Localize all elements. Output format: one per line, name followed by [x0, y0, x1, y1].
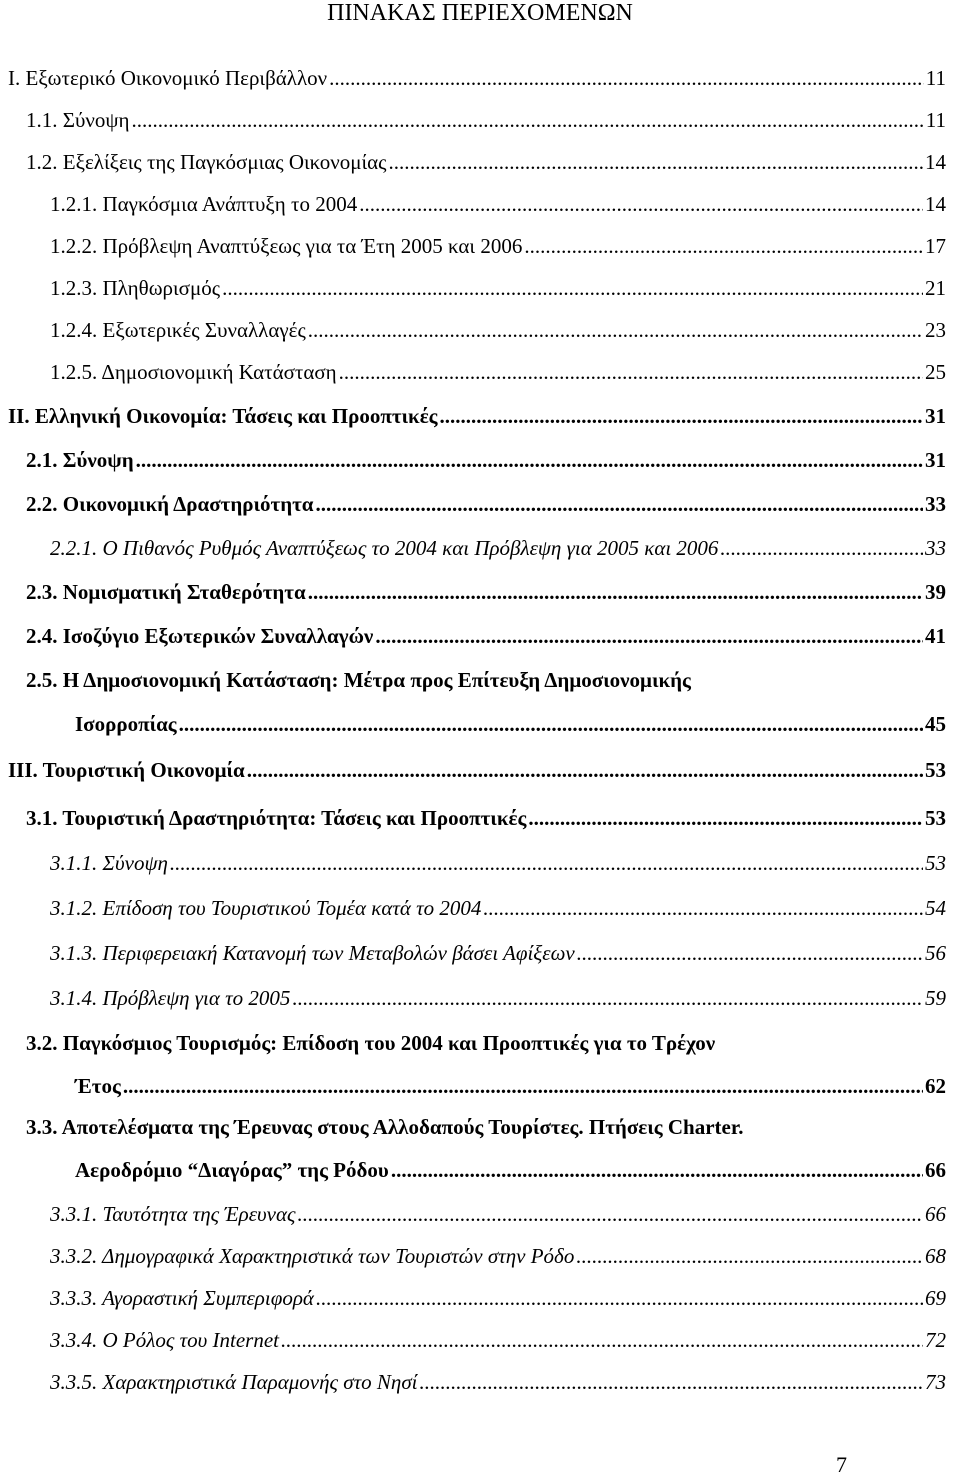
toc-entry-part-3[interactable] — [8, 752, 946, 782]
dot-leader — [316, 492, 923, 516]
toc-entry-page: 72 — [925, 1328, 946, 1352]
toc-entry-page: 66 — [925, 1158, 946, 1182]
toc-entry-label: 1.2.2. Πρόβλεψη Αναπτύξεως για τα Έτη 2005 και 2006 — [50, 234, 523, 258]
dot-leader — [132, 108, 924, 132]
toc-entry-label: Ι. Εξωτερικό Οικονομικό Περιβάλλον — [8, 66, 328, 90]
dot-leader — [329, 66, 924, 90]
toc-entry-page: 73 — [925, 1370, 946, 1394]
toc-entry-2-3[interactable] — [26, 574, 946, 604]
toc-entry-part-2[interactable] — [8, 398, 946, 428]
toc-entry-label: 3.1.1. Σύνοψη — [50, 851, 168, 875]
toc-entry-3-1-1[interactable] — [50, 845, 946, 875]
toc-entry-1-2-5[interactable] — [50, 354, 946, 384]
toc-entry-1-2-3[interactable] — [50, 270, 946, 300]
dot-leader — [179, 712, 923, 736]
toc-entry-label: 1.2.5. Δημοσιονομική Κατάσταση — [50, 360, 337, 384]
dot-leader — [483, 896, 923, 920]
dot-leader — [247, 758, 923, 782]
toc-entry-page: 41 — [925, 624, 946, 648]
toc-entry-label: Αεροδρόμιο “Διαγόρας” της Ρόδου — [75, 1158, 389, 1182]
dot-leader — [528, 806, 923, 830]
toc-entry-page: 33 — [925, 536, 946, 560]
toc-entry-label: 3.1.4. Πρόβλεψη για το 2005 — [50, 986, 291, 1010]
toc-entry-label: 3.3.3. Αγοραστική Συμπεριφορά — [50, 1286, 314, 1310]
toc-entry-label: 3.3.5. Χαρακτηριστικά Παραμονής στο Νησί — [50, 1370, 418, 1394]
toc-entry-page: 53 — [925, 851, 946, 875]
page-number: 7 — [836, 1452, 847, 1477]
toc-entry-page: 53 — [925, 758, 946, 782]
toc-entry-label: 2.3. Νομισματική Σταθερότητα — [26, 580, 306, 604]
toc-entry-page: 68 — [925, 1244, 946, 1268]
toc-entry-page: 31 — [925, 404, 946, 428]
toc-entry-page: 59 — [925, 986, 946, 1010]
toc-entry-2-5-line1[interactable]: 2.5. Η Δημοσιονομική Κατάσταση: Μέτρα προς Επίτευξη Δημοσιονομικής — [26, 668, 691, 692]
toc-entry-label: 2.1. Σύνοψη — [26, 448, 134, 472]
toc-entry-3-3-4[interactable] — [50, 1322, 946, 1352]
dot-leader — [375, 624, 923, 648]
toc-entry-label: Έτος — [75, 1074, 121, 1098]
toc-entry-3-3-5[interactable] — [50, 1364, 946, 1394]
toc-entry-page: 54 — [925, 896, 946, 920]
toc-entry-3-1[interactable] — [26, 800, 946, 830]
toc-entry-3-1-2[interactable] — [50, 890, 946, 920]
toc-entry-1-2-2[interactable] — [50, 228, 946, 258]
toc-entry-page: 62 — [925, 1074, 946, 1098]
dot-leader — [339, 360, 923, 384]
toc-entry-label: ΙΙ. Ελληνική Οικονομία: Τάσεις και Προοπτικές — [8, 404, 438, 428]
toc-entry-label: ΙΙΙ. Τουριστική Οικονομία — [8, 758, 245, 782]
dot-leader — [281, 1328, 923, 1352]
dot-leader — [136, 448, 923, 472]
toc-entry-page: 23 — [925, 318, 946, 342]
toc-entry-page: 39 — [925, 580, 946, 604]
toc-entry-page: 14 — [925, 192, 946, 216]
toc-entry-page: 11 — [925, 108, 946, 132]
dot-leader — [308, 318, 923, 342]
toc-entry-1-2-4[interactable] — [50, 312, 946, 342]
toc-entry-3-3[interactable] — [75, 1152, 946, 1182]
toc-entry-page: 45 — [925, 712, 946, 736]
toc-entry-page: 56 — [925, 941, 946, 965]
dot-leader — [524, 234, 923, 258]
toc-entry-2-2-1[interactable] — [50, 530, 946, 560]
toc-entry-label: 1.2. Εξελίξεις της Παγκόσμιας Οικονομίας — [26, 150, 387, 174]
dot-leader — [308, 580, 923, 604]
dot-leader — [123, 1074, 923, 1098]
toc-entry-label: 1.2.4. Εξωτερικές Συναλλαγές — [50, 318, 306, 342]
toc-entry-3-3-1[interactable] — [50, 1196, 946, 1226]
toc-entry-3-2-line1[interactable]: 3.2. Παγκόσμιος Τουρισμός: Επίδοση του 2004 και Προοπτικές για το Τρέχον — [26, 1031, 716, 1055]
toc-entry-label: 3.3.4. Ο Ρόλος του Internet — [50, 1328, 279, 1352]
toc-entry-page: 33 — [925, 492, 946, 516]
toc-entry-label: 3.1.2. Επίδοση του Τουριστικού Τομέα κατά το 2004 — [50, 896, 482, 920]
toc-entry-2-5[interactable] — [75, 706, 946, 736]
toc-entry-label: 3.1. Τουριστική Δραστηριότητα: Τάσεις και Προοπτικές — [26, 806, 527, 830]
toc-entry-1-1[interactable] — [26, 102, 946, 132]
dot-leader — [391, 1158, 923, 1182]
dot-leader — [222, 276, 923, 300]
toc-entry-3-3-line1[interactable]: 3.3. Αποτελέσματα της Έρευνας στους Αλλοδαπούς Τουρίστες. Πτήσεις Charter. — [26, 1115, 744, 1139]
toc-entry-page: 11 — [925, 66, 946, 90]
toc-entry-label: 3.3.2. Δημογραφικά Χαρακτηριστικά των Τουριστών στην Ρόδο — [50, 1244, 575, 1268]
dot-leader — [316, 1286, 923, 1310]
toc-entry-2-2[interactable] — [26, 486, 946, 516]
toc-entry-2-4[interactable] — [26, 618, 946, 648]
toc-entry-3-1-3[interactable] — [50, 935, 946, 965]
toc-entry-label: 1.2.1. Παγκόσμια Ανάπτυξη το 2004 — [50, 192, 358, 216]
dot-leader — [577, 941, 923, 965]
dot-leader — [720, 536, 923, 560]
toc-entry-2-1[interactable] — [26, 442, 946, 472]
toc-entry-page: 25 — [925, 360, 946, 384]
toc-entry-label: Ισορροπίας — [75, 712, 177, 736]
toc-entry-page: 31 — [925, 448, 946, 472]
toc-entry-part-1[interactable] — [8, 60, 946, 90]
toc-entry-3-3-3[interactable] — [50, 1280, 946, 1310]
dot-leader — [359, 192, 923, 216]
dot-leader — [440, 404, 923, 428]
dot-leader — [420, 1370, 923, 1394]
toc-entry-page: 17 — [925, 234, 946, 258]
dot-leader — [389, 150, 924, 174]
toc-entry-page: 66 — [925, 1202, 946, 1226]
toc-entry-1-2-1[interactable] — [50, 186, 946, 216]
toc-entry-page: 69 — [925, 1286, 946, 1310]
dot-leader — [170, 851, 923, 875]
toc-entry-label: 2.2. Οικονομική Δραστηριότητα — [26, 492, 314, 516]
dot-leader — [576, 1244, 923, 1268]
toc-entry-label: 2.2.1. Ο Πιθανός Ρυθμός Αναπτύξεως το 2004 και Πρόβλεψη για 2005 και 2006 — [50, 536, 719, 560]
toc-entry-page: 14 — [925, 150, 946, 174]
dot-leader — [298, 1202, 924, 1226]
toc-entry-3-2[interactable] — [75, 1068, 946, 1098]
toc-entry-label: 2.4. Ισοζύγιο Εξωτερικών Συναλλαγών — [26, 624, 374, 648]
toc-entry-page: 21 — [925, 276, 946, 300]
toc-entry-label: 1.2.3. Πληθωρισμός — [50, 276, 221, 300]
toc-entry-3-1-4[interactable] — [50, 980, 946, 1010]
toc-entry-page: 53 — [925, 806, 946, 830]
page-title: ΠΙΝΑΚΑΣ ΠΕΡΙΕΧΟΜΕΝΩΝ — [327, 0, 633, 26]
dot-leader — [292, 986, 923, 1010]
toc-entry-label: 3.3.1. Ταυτότητα της Έρευνας — [50, 1202, 296, 1226]
toc-entry-label: 3.1.3. Περιφερειακή Κατανομή των Μεταβολών βάσει Αφίξεων — [50, 941, 575, 965]
toc-entry-label: 1.1. Σύνοψη — [26, 108, 130, 132]
toc-entry-1-2[interactable] — [26, 144, 946, 174]
toc-entry-3-3-2[interactable] — [50, 1238, 946, 1268]
